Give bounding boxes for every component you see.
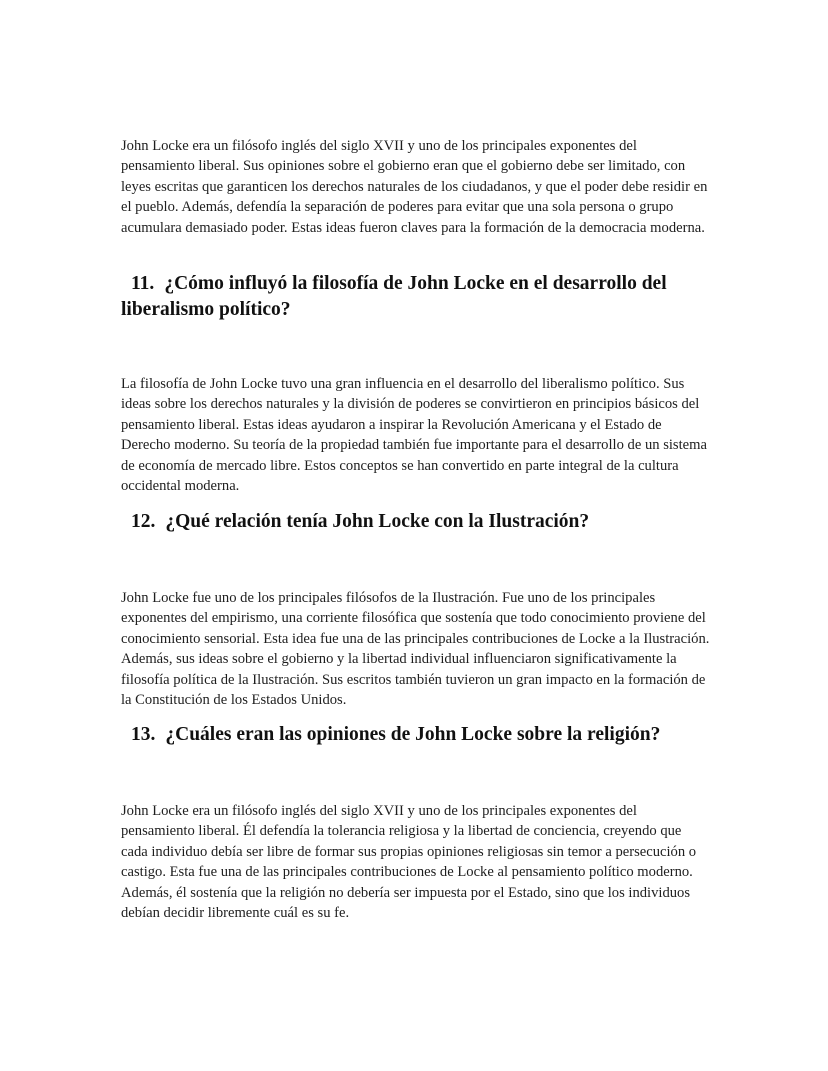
answer-paragraph-10: John Locke era un filósofo inglés del siglo XVII y uno de los principales exponentes del pensamiento liberal. Sus opiniones sobre el gobierno eran que el gobierno debe ser limitado, con leyes escritas que garanticen los derechos naturales de los ciudadanos, y que el poder debe residir en el pueblo. Además, defendía la separación de poderes para evitar que una sola persona o grupo acumulara demasiado poder. Estas ideas fueron claves para la formación de la democracia moderna. (121, 138, 708, 236)
answer-paragraph-12: John Locke fue uno de los principales filósofos de la Ilustración. Fue uno de los principales exponentes del empirismo, una corriente filosófica que sostenía que todo conocimiento proviene del conocimiento sensorial. Esta idea fue una de las principales contribuciones de Locke a la Ilustración. Además, sus ideas sobre el gobierno y la libertad individual influenciaron significativamente la filosofía política de la Ilustración. Sus escritos también tuvieron un gran impacto en la formación de la Constitución de los Estados Unidos. (121, 590, 710, 709)
question-heading-13 (121, 722, 721, 748)
answer-paragraph-11: La filosofía de John Locke tuvo una gran influencia en el desarrollo del liberalismo político. Sus ideas sobre los derechos naturales y la división de poderes se convirtieron en principios básicos del pensamiento liberal. Estas ideas ayudaron a inspirar la Revolución Americana y el Estado de Derecho moderno. Su teoría de la propiedad también fue importante para el desarrollo de un sistema de economía de mercado libre. Estos conceptos se han convertido en parte integral de la cultura occidental moderna. (121, 376, 707, 495)
question-number-12: 12. (131, 511, 156, 532)
answer-paragraph-13: John Locke era un filósofo inglés del siglo XVII y uno de los principales exponentes del pensamiento liberal. Él defendía la tolerancia religiosa y la libertad de conciencia, creyendo que cada individuo debía ser libre de formar sus propias opiniones religiosas sin temor a persecución o castigo. Esta fue una de las principales contribuciones de Locke al pensamiento político moderno. Además, él sostenía que la religión no debería ser impuesta por el Estado, sino que los individuos debían decidir libremente cuál es su fe. (121, 803, 697, 922)
question-text-12: ¿Qué relación tenía John Locke con la Ilustración? (165, 511, 590, 532)
question-text-11: ¿Cómo influyó la filosofía de John Locke en el desarrollo del liberalismo político? (121, 273, 667, 320)
question-number-11: 11. (131, 273, 155, 294)
question-text-13: ¿Cuáles eran las opiniones de John Locke sobre la religión? (165, 724, 661, 745)
question-heading-12 (121, 509, 721, 535)
question-heading-11 (121, 271, 721, 323)
question-number-13: 13. (131, 724, 156, 745)
